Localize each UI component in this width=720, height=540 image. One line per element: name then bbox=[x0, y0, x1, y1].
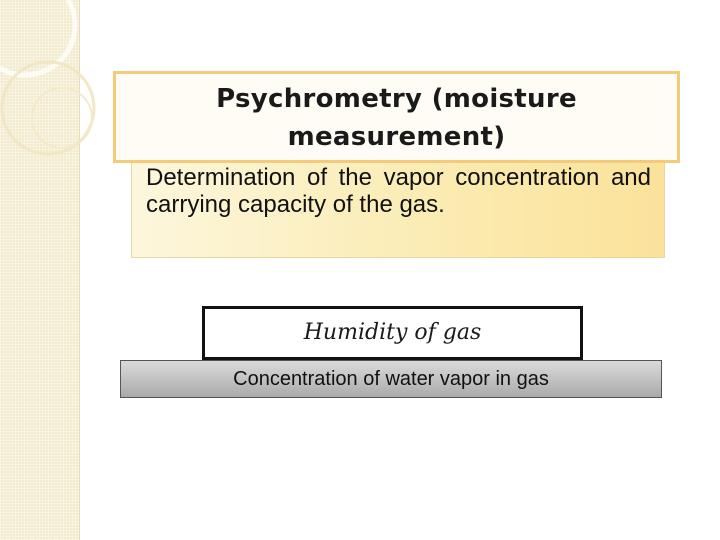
humidity-box bbox=[202, 306, 583, 360]
title-box bbox=[113, 71, 680, 163]
concentration-bar bbox=[120, 360, 662, 398]
slide-title: Psychrometry (moisture measurement) bbox=[216, 84, 577, 152]
body-text: Determination of the vapor concentration and carrying capacity of the gas. bbox=[146, 164, 651, 218]
humidity-label: Humidity of gas bbox=[303, 320, 482, 345]
concentration-label: Concentration of water vapor in gas bbox=[233, 368, 549, 390]
